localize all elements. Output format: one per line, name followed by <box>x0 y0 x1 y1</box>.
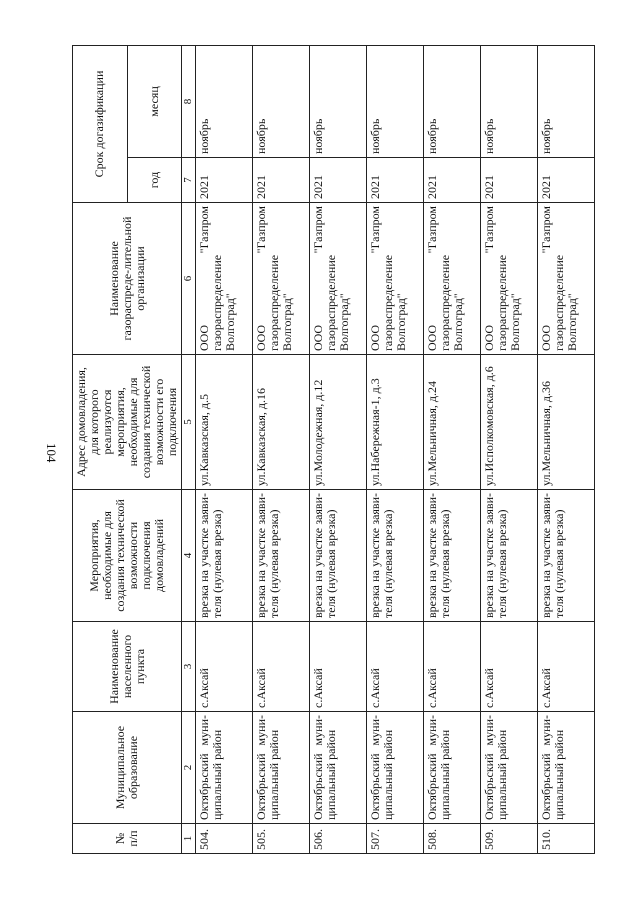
column-number: 6 <box>182 203 196 355</box>
month-cell: ноябрь <box>538 45 595 157</box>
header-measures: Мероприятия, необходимые для создания технической возможности подключения домовладений <box>73 490 182 622</box>
municipality-cell: Октябрьский муни-ципальный район <box>538 712 595 824</box>
column-number: 1 <box>182 824 196 854</box>
address-cell: ул.Кавказская, д.16 <box>253 355 310 490</box>
table-header <box>73 45 196 853</box>
table-row <box>310 45 367 853</box>
organization-cell: ООО "Газпром газораспределение Волгоград" <box>538 203 595 355</box>
organization-cell: ООО "Газпром газораспределение Волгоград" <box>424 203 481 355</box>
settlement-cell: с.Аксай <box>424 622 481 712</box>
header-address: Адрес домовладения, для которого реализуются мероприятия, необходимые для создания технической возможности его подключения <box>73 355 182 490</box>
year-cell: 2021 <box>310 158 367 203</box>
year-cell: 2021 <box>481 158 538 203</box>
organization-cell: ООО "Газпром газораспределение Волгоград" <box>253 203 310 355</box>
settlement-cell: с.Аксай <box>310 622 367 712</box>
year-cell: 2021 <box>367 158 424 203</box>
header-number: № п/п <box>73 824 182 854</box>
municipality-cell: Октябрьский муни-ципальный район <box>367 712 424 824</box>
row-number: 505. <box>253 824 310 854</box>
measure-cell: врезка на участке заяви-теля (нулевая врезка) <box>424 490 481 622</box>
row-number: 508. <box>424 824 481 854</box>
municipality-cell: Октябрьский муни-ципальный район <box>196 712 253 824</box>
organization-cell: ООО "Газпром газораспределение Волгоград" <box>310 203 367 355</box>
row-number: 504. <box>196 824 253 854</box>
address-cell: ул.Молодежная, д.12 <box>310 355 367 490</box>
measure-cell: врезка на участке заяви-теля (нулевая врезка) <box>367 490 424 622</box>
table-row <box>424 45 481 853</box>
month-cell: ноябрь <box>424 45 481 157</box>
month-cell: ноябрь <box>367 45 424 157</box>
page-number: 104 <box>44 443 59 463</box>
table-row <box>196 45 253 853</box>
column-number: 8 <box>182 45 196 157</box>
header-deadline-group: Срок догазификации <box>73 45 128 202</box>
measure-cell: врезка на участке заяви-теля (нулевая врезка) <box>538 490 595 622</box>
gasification-table <box>72 45 595 854</box>
header-year: год <box>127 158 182 203</box>
rotated-page <box>72 46 588 854</box>
address-cell: ул.Исполкомовская, д.6 <box>481 355 538 490</box>
table-row <box>481 45 538 853</box>
measure-cell: врезка на участке заяви-теля (нулевая врезка) <box>196 490 253 622</box>
table-row <box>253 45 310 853</box>
measure-cell: врезка на участке заяви-теля (нулевая врезка) <box>253 490 310 622</box>
row-number: 507. <box>367 824 424 854</box>
column-number: 3 <box>182 622 196 712</box>
table-row <box>538 45 595 853</box>
settlement-cell: с.Аксай <box>196 622 253 712</box>
row-number: 509. <box>481 824 538 854</box>
header-settlement: Наименование населенного пункта <box>73 622 182 712</box>
month-cell: ноябрь <box>310 45 367 157</box>
year-cell: 2021 <box>253 158 310 203</box>
header-organization: Наименование газораспреде-лительной организации <box>73 203 182 355</box>
settlement-cell: с.Аксай <box>253 622 310 712</box>
address-cell: ул.Кавказская, д.5 <box>196 355 253 490</box>
municipality-cell: Октябрьский муни-ципальный район <box>253 712 310 824</box>
measure-cell: врезка на участке заяви-теля (нулевая врезка) <box>310 490 367 622</box>
organization-cell: ООО "Газпром газораспределение Волгоград" <box>481 203 538 355</box>
table-row <box>367 45 424 853</box>
table-body <box>196 45 595 853</box>
municipality-cell: Октябрьский муни-ципальный район <box>424 712 481 824</box>
organization-cell: ООО "Газпром газораспределение Волгоград" <box>367 203 424 355</box>
month-cell: ноябрь <box>196 45 253 157</box>
measure-cell: врезка на участке заяви-теля (нулевая врезка) <box>481 490 538 622</box>
header-month: месяц <box>127 45 182 157</box>
settlement-cell: с.Аксай <box>367 622 424 712</box>
settlement-cell: с.Аксай <box>481 622 538 712</box>
header-municipality: Муниципальное образование <box>73 712 182 824</box>
row-number: 506. <box>310 824 367 854</box>
municipality-cell: Октябрьский муни-ципальный район <box>481 712 538 824</box>
column-number: 5 <box>182 355 196 490</box>
month-cell: ноябрь <box>481 45 538 157</box>
year-cell: 2021 <box>196 158 253 203</box>
year-cell: 2021 <box>424 158 481 203</box>
address-cell: ул.Мельничная, д.36 <box>538 355 595 490</box>
month-cell: ноябрь <box>253 45 310 157</box>
organization-cell: ООО "Газпром газораспределение Волгоград" <box>196 203 253 355</box>
settlement-cell: с.Аксай <box>538 622 595 712</box>
municipality-cell: Октябрьский муни-ципальный район <box>310 712 367 824</box>
column-number: 7 <box>182 158 196 203</box>
row-number: 510. <box>538 824 595 854</box>
address-cell: ул.Набережная-1, д.3 <box>367 355 424 490</box>
column-number: 2 <box>182 712 196 824</box>
address-cell: ул.Мельничная, д.24 <box>424 355 481 490</box>
year-cell: 2021 <box>538 158 595 203</box>
column-number: 4 <box>182 490 196 622</box>
